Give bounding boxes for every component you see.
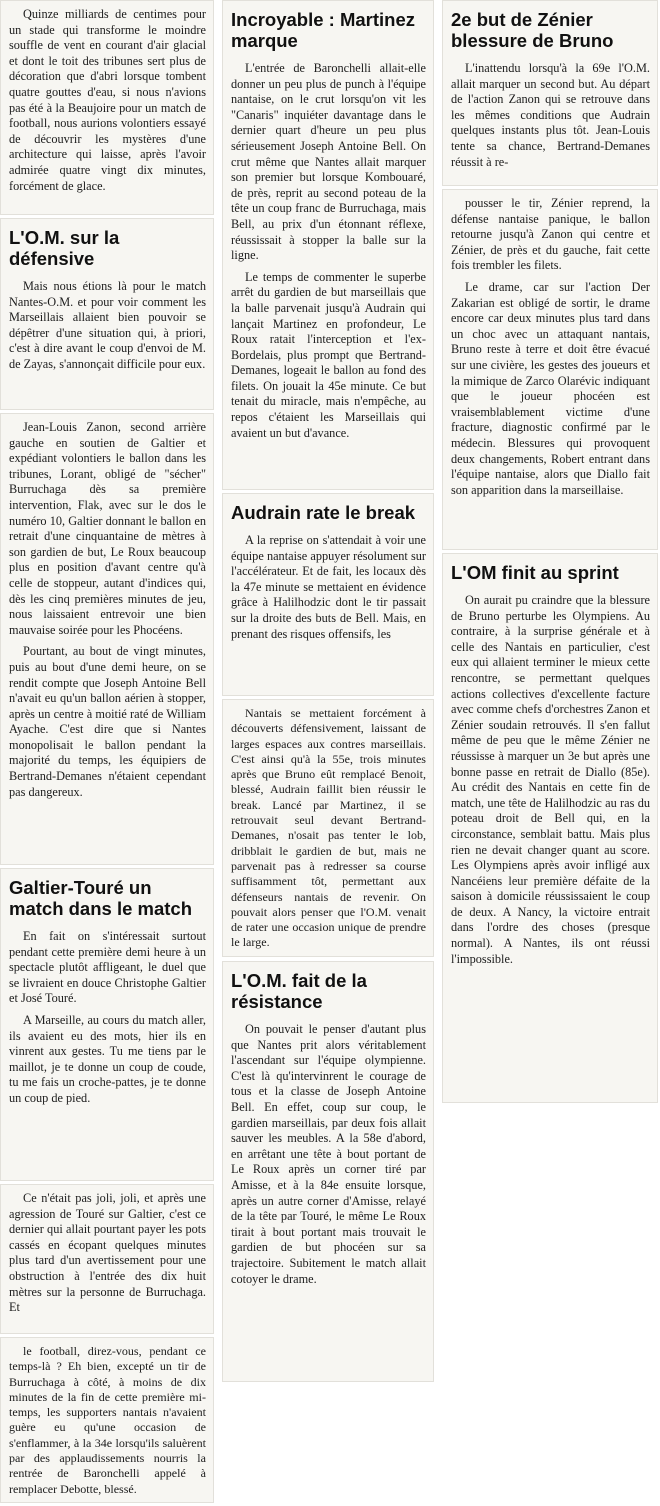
galtier-toure-clip	[0, 868, 214, 1181]
article-heading: 2e but de Zénier blessure de Bruno	[451, 9, 614, 51]
article-paragraph: On aurait pu craindre que la blessure de Bruno perturbe les Olympiens. Au contraire, à la surprise générale et à celle des Nantais en particulier, c'est eux qui allaient terminer le mieux cette rencontre, se permettant quelques actions collectives d'excellente facture avec comme chefs d'orchestres Zanon et Zénier soudain retrouvés. Il s'en fallut même de peu que le même Zénier ne réussisse à marquer un 3e but après une bonne passe en retrait de Diallo (85e). Au crédit des Nantais en cette fin de match, une tête de Halilhodzic au ras du poteau droit de Bell qui, en la circonstance, semblait battu. Mais plus rien ne devait changer quant au score. Les Olympiens après avoir infligé aux Nancéiens leur première défaite de la saison à domicile réussissaient le coup de deux. A Nancy, la victoire entrait dans l'ordre des choses (presque normal). A Nantes, ils ont réussi l'impossible.	[451, 593, 650, 966]
zenier-clip	[442, 0, 658, 186]
article-paragraph: pousser le tir, Zénier reprend, la défense nantaise panique, le ballon retourne jusqu'à Zanon qui centre et Zénier, de près et du gauche, fait cette fois trembler les filets.	[451, 196, 650, 273]
football-clip	[0, 1337, 214, 1503]
article-paragraph: Mais nous étions là pour le match Nantes-O.M. et pour voir comment les Marseillais allaient bien pouvoir se dépêtrer d'une situation qui, à priori, c'est à dire avant le coup d'envoi de M. de Zayas, s'annonçait difficile pour eux.	[9, 279, 206, 371]
article-paragraph: L'entrée de Baronchelli allait-elle donner un peu plus de punch à l'équipe nantaise, on le crut lorsqu'on vit les "Canaris" inquiéter davantage dans le dernier quart d'heure un peu plus sérieusement Joseph Antoine Bell. On crut même que Nantes allait marquer son premier but lorsque Kombouaré, de près, reprit au second poteau de la tête un coup franc de Burruchaga, mais Bell, au prix d'un étonnant réflexe, réussissait à stopper la balle sur la ligne.	[231, 61, 426, 263]
article-heading: L'O.M. sur la défensive	[9, 227, 120, 269]
article-paragraph: En fait on s'intéressait surtout pendant cette première demi heure à un spectacle plutôt affligeant, le duel que se livraient en douce Christophe Galtier et José Touré.	[9, 929, 206, 1006]
nantais-clip	[222, 699, 434, 957]
article-paragraph: Quinze milliards de centimes pour un stade qui transforme le moindre souffle de vent en courant d'air glacial et dont le toit des tribunes sert plus de décoration que d'abri lorsque tombent quatre gouttes d'eau, si nous n'avions pas été à la Beaujoire pour un match de football, nous aurions volontiers essayé de découvrir les mystères d'une architecture qui laisse, après l'avoir admirée quatre vingt dix minutes, forcément de glace.	[9, 7, 206, 193]
article-paragraph: Le drame, car sur l'action Der Zakarian est obligé de sortir, le drame encore car deux minutes plus tard dans un choc avec un attaquant nantais, Bruno reste à terre et doit être évacué sur une civière, les gestes des joueurs et la mimique de Zarco Olarévic indiquant que le joueur phocéen est vraisemblablement victime d'une fracture, diagnostic confirmé par le médecin. Blessures qui provoquent deux changements, Robert entrant dans l'équipe nantaise, alors que Diallo fait son apparition dans la marseillaise.	[451, 279, 650, 497]
article-paragraph: le football, direz-vous, pendant ce temps-là ? Eh bien, excepté un tir de Burruchaga à côté, à moins de dix minutes de la fin de cette première mi-temps, les supporters nantais n'avaient guère eu qu'une occasion de s'enflammer, à la 34e lorsqu'ils saluèrent par des applaudissements nourris la rentrée de Baronchelli appelé à remplacer Debotte, blessé.	[9, 1344, 206, 1496]
article-paragraph: A Marseille, au cours du match aller, ils avaient eu des mots, hier ils en vinrent aux gestes. Tu me tiens par le maillot, je te donne un coup de coude, tu me fais un croche-pattes, je te donne un coup de pied.	[9, 1012, 206, 1105]
drame-clip	[442, 189, 658, 550]
article-paragraph: Le temps de commenter le superbe arrêt du gardien de but marseillais que la balle parvenait jusqu'à Audrain qui lançait Martinez en profondeur, Le Roux ratait l'interception et l'ex-Bordelais, plus prompt que Bertrand-Demanes, logeait le ballon au fond des filets. On jouait la 45e minute. Ce but tenait du miracle, mais n'empêche, au repos c'étaient les Marseillais qui avaient un but d'avance.	[231, 269, 426, 440]
article-paragraph: A la reprise on s'attendait à voir une équipe nantaise appuyer résolument sur l'accélérateur. Et de fait, les locaux dès la 47e minute se mettaient en évidence grâce à Halilhodzic dont le tir passait sur la droite des buts de Bell. Mais, en prenant des risques offensifs, les	[231, 533, 426, 641]
intro-clip	[0, 0, 214, 215]
article-heading: Incroyable : Martinez marque	[231, 9, 416, 51]
resistance-clip	[222, 961, 434, 1382]
sprint-clip	[442, 553, 658, 1103]
martinez-clip	[222, 0, 434, 490]
article-paragraph: On pouvait le penser d'autant plus que Nantes prit alors véritablement l'ascendant sur l'équipe olympienne. C'est là qu'intervinrent le courage de tous et la classe de Joseph Antoine Bell. En effet, coup sur coup, le gardien marseillais, par deux fois allait sauver les meubles. A la 58e d'abord, en arrêtant une tête à bout portant de Le Roux après un corner tiré par Amisse, et à la 84e ensuite lorsque, après un autre corner d'Amisse, relayé de la tête par Touré, le même Le Roux tirait à bout portant mais trouvait le gardien de but phocéen sur sa trajectoire. Subitement le match allait cotoyer le drame.	[231, 1022, 426, 1286]
article-paragraph: L'inattendu lorsqu'à la 69e l'O.M. allait marquer un second but. Au départ de l'action Zanon qui se retrouve dans les mêmes conditions que Audrain quelques instants plus tôt. Jean-Louis tente sa chance, Bertrand-Demanes réussit à re-	[451, 61, 650, 169]
article-paragraph: Nantais se mettaient forcément à découverts défensivement, laissant de larges espaces aux contres marseillais. C'est ainsi qu'à la 55e, trois minutes après que Bruno eût remplacé Benoit, blessé, Audrain faillit bien réussir le break. Lancé par Martinez, il se retrouvait seul devant Bertrand-Demanes, n'osait pas tenter le lob, dribblait le gardien de but, mais ne parvenait pas à redresser sa course suffisamment tôt, permettant aux défenseurs nantais de revenir. On pouvait alors penser que l'O.M. venait de rater une occasion unique de prendre le large.	[231, 706, 426, 950]
article-paragraph: Jean-Louis Zanon, second arrière gauche en soutien de Galtier et expédiant volontiers le ballon dans les tribunes, Lorant, obligé de "sécher" Burruchaga dès sa première intervention, Flak, avec sur le dos le numéro 10, Galtier donnant le ballon en retrait d'une cinquantaine de mètres à son gardien de but, Le Roux beaucoup plus en position d'avant centre qu'à celle de stoppeur, autant d'indices qui, dès les cinq premières minutes de jeu, nous laissaient entrevoir une bien mauvaise soirée pour les Phocéens.	[9, 420, 206, 637]
article-paragraph: Pourtant, au bout de vingt minutes, puis au bout d'une demi heure, on se rendit compte que Joseph Antoine Bell n'avait eu qu'un ballon aérien à stopper, après un centre à moitié raté de William Ayache. C'est dire que si Nantes monopolisait le ballon pendant la majorité du temps, les équipiers de Bertrand-Demanes n'étaient cependant pas dangereux.	[9, 644, 206, 799]
article-heading: L'O.M. fait de la résistance	[231, 970, 367, 1012]
article-heading: L'OM finit au sprint	[451, 562, 619, 583]
om-defensive-clip	[0, 218, 214, 410]
article-heading: Galtier-Touré un match dans le match	[9, 877, 193, 919]
article-paragraph: Ce n'était pas joli, joli, et après une agression de Touré sur Galtier, c'est ce dernier qui allait pourtant payer les pots cassés en écopant quelques minutes plus tard d'un avertissement pour une obstruction à l'entrée des dix huit mètres sur la personne de Burruchaga. Et	[9, 1191, 206, 1315]
article-heading: Audrain rate le break	[231, 502, 416, 523]
agression-clip	[0, 1184, 214, 1334]
zanon-clip	[0, 413, 214, 865]
audrain-clip	[222, 493, 434, 696]
